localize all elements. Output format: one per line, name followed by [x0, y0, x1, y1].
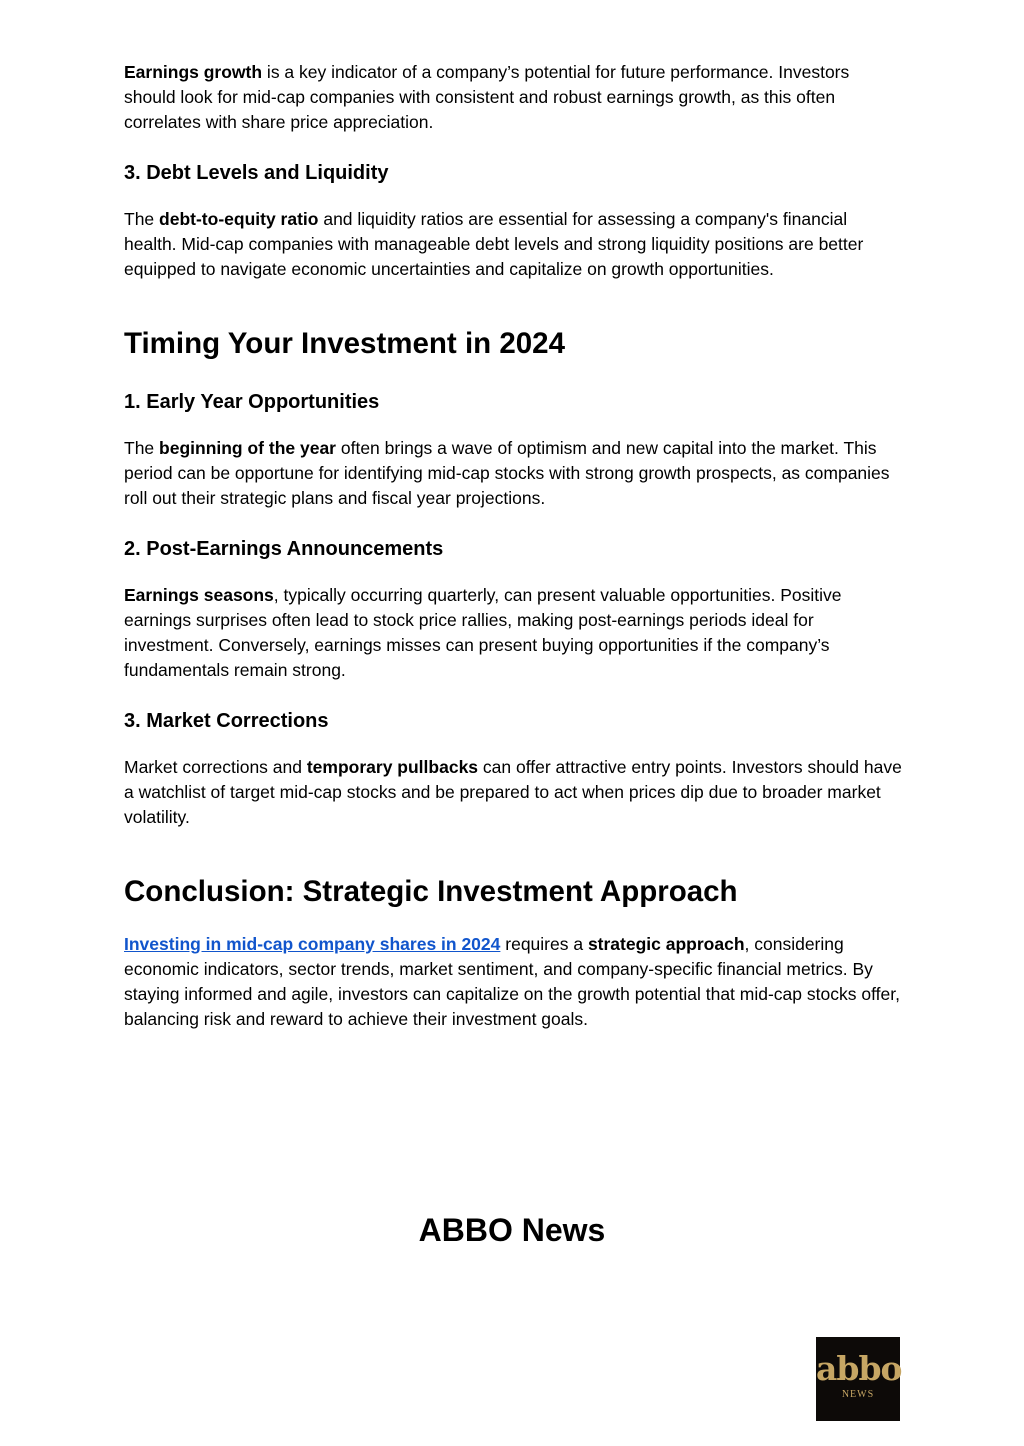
paragraph-earnings-growth — [124, 60, 904, 135]
footer-title: ABBO News — [418, 1212, 606, 1248]
article-link[interactable]: Investing in mid-cap company shares in 2024 — [124, 934, 501, 954]
bold-term: strategic approach — [587, 934, 745, 954]
paragraph-text: Market corrections and — [124, 757, 307, 777]
paragraph-text: The — [124, 209, 160, 229]
paragraph-market-corrections — [124, 755, 904, 830]
bold-term: beginning of the year — [159, 438, 336, 458]
bold-term: debt-to-equity ratio — [159, 209, 319, 229]
paragraph-text: and liquidity ratios are essential for assessing a company's financial health. Mid-cap companies with manageable debt levels and strong liquidity positions are better equipped to navigate economic uncertainties and capitalize on growth opportunities. — [124, 209, 864, 279]
article-body — [124, 58, 904, 1032]
subheading-post-earnings: 2. Post-Earnings Announcements — [124, 538, 444, 560]
bold-term: Earnings growth — [124, 62, 263, 82]
paragraph-text: often brings a wave of optimism and new capital into the market. This period can be opportune for identifying mid-cap stocks with strong growth prospects, as companies roll out their strategic plans and fiscal year projections. — [124, 438, 890, 508]
paragraph-text: The — [124, 438, 160, 458]
heading-conclusion: Conclusion: Strategic Investment Approach — [124, 875, 738, 908]
bold-term: Earnings seasons — [124, 585, 274, 605]
paragraph-text: can offer attractive entry points. Investors should have a watchlist of target mid-cap stocks and be prepared to act when prices dip due to broader market volatility. — [124, 757, 902, 827]
subheading-early-year: 1. Early Year Opportunities — [124, 391, 380, 413]
abbo-news-logo — [816, 1337, 900, 1421]
paragraph-text: , typically occurring quarterly, can present valuable opportunities. Positive earnings surprises often lead to stock price rallies, making post-earnings periods ideal for investment. Conversely, earnings misses can present buying opportunities if the company’s fundamentals remain strong. — [124, 585, 842, 680]
paragraph-text: , considering economic indicators, sector trends, market sentiment, and company-specific financial metrics. By staying informed and agile, investors can capitalize on the growth potential that mid-cap stocks offer, balancing risk and reward to achieve their investment goals. — [124, 934, 900, 1029]
paragraph-text: requires a — [500, 934, 588, 954]
heading-timing: Timing Your Investment in 2024 — [124, 327, 565, 360]
paragraph-post-earnings — [124, 583, 904, 683]
paragraph-early-year — [124, 436, 904, 511]
paragraph-text: is a key indicator of a company’s potential for future performance. Investors should look for mid-cap companies with consistent and robust earnings growth, as this often correlates with share price appreciation. — [124, 62, 850, 132]
paragraph-conclusion — [124, 932, 904, 1032]
subheading-market-corrections: 3. Market Corrections — [124, 710, 329, 732]
subheading-debt-levels: 3. Debt Levels and Liquidity — [124, 162, 389, 184]
logo-wordmark: abbo — [816, 1349, 902, 1388]
logo-subtitle: NEWS — [841, 1389, 875, 1400]
bold-term: temporary pullbacks — [306, 757, 479, 777]
paragraph-debt-levels — [124, 207, 904, 282]
